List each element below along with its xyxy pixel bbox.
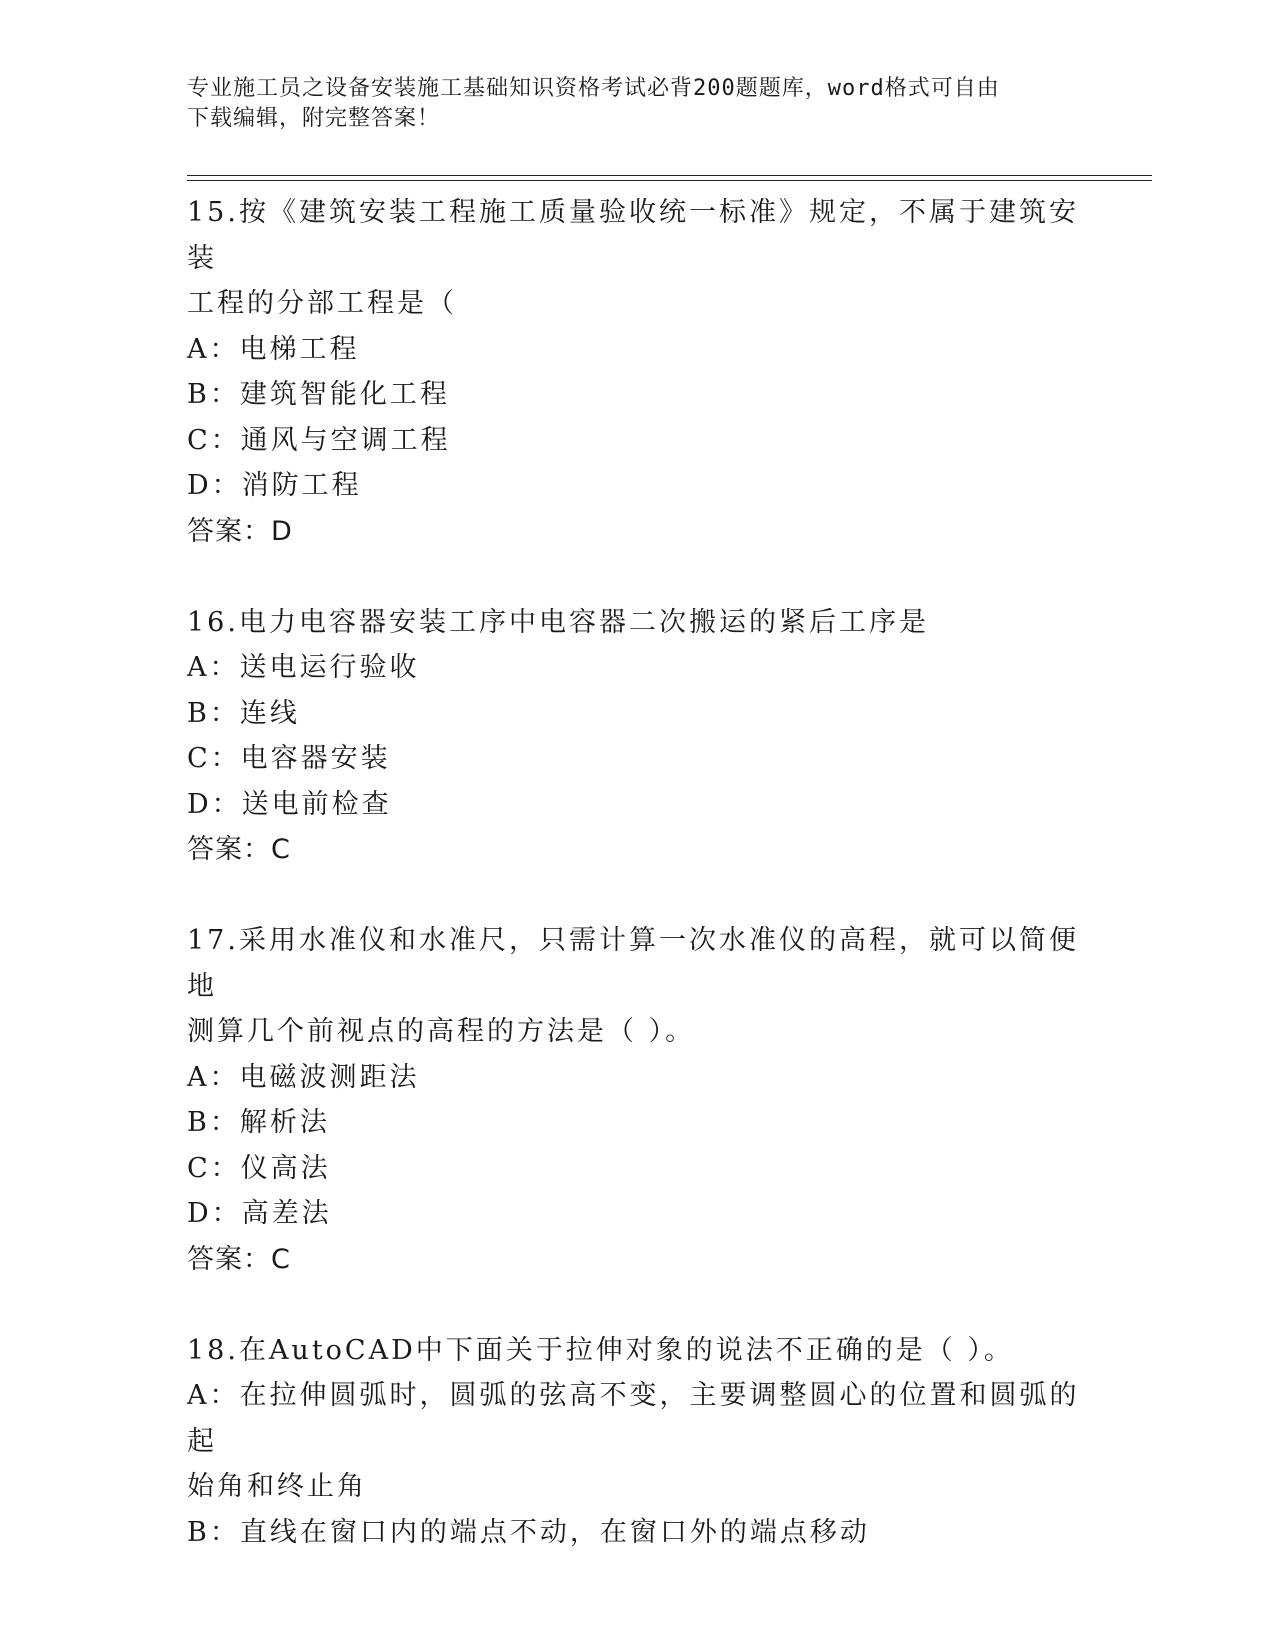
answer-line: 答案：D [187, 515, 293, 547]
option-d: D：消防工程 [187, 470, 362, 501]
question-stem-line: 测算几个前视点的高程的方法是（ ）。 [187, 1016, 696, 1047]
document-header [187, 74, 1067, 134]
option-a: A：电梯工程 [187, 333, 360, 365]
question-item [187, 918, 1087, 1282]
answer-line: 答案：C [187, 1243, 291, 1275]
option-b: B：解析法 [187, 1107, 330, 1138]
option-d: D：送电前检查 [187, 788, 392, 820]
option-c: C：仪高法 [187, 1152, 331, 1184]
answer-line: 答案：C [187, 834, 291, 865]
header-divider-top [187, 175, 1152, 176]
option-a-continuation: 始角和终止角 [187, 1471, 367, 1502]
option-b: B：建筑智能化工程 [187, 379, 450, 410]
question-list [187, 190, 1087, 1601]
option-a: A：电磁波测距法 [187, 1061, 420, 1093]
header-divider-bottom [187, 180, 1152, 181]
question-stem-line: 17.采用水准仪和水准尺，只需计算一次水准仪的高程，就可以简便地 [187, 925, 1079, 1002]
question-stem-line: 15.按《建筑安装工程施工质量验收统一标准》规定，不属于建筑安装 [187, 197, 1079, 274]
option-b: B：直线在窗口内的端点不动，在窗口外的端点移动 [187, 1516, 870, 1548]
option-d: D：高差法 [187, 1198, 332, 1229]
question-item [187, 190, 1087, 554]
option-a: A：送电运行验收 [187, 652, 420, 683]
question-item [187, 600, 1087, 873]
question-stem-line: 工程的分部工程是（ [187, 288, 457, 319]
question-stem-line: 18.在AutoCAD中下面关于拉伸对象的说法不正确的是（ ）。 [187, 1334, 1014, 1366]
option-b: B：连线 [187, 697, 300, 729]
header-line-1: 专业施工员之设备安装施工基础知识资格考试必背200题题库，word格式可自由 [187, 76, 1000, 101]
option-a: A：在拉伸圆弧时，圆弧的弦高不变，主要调整圆心的位置和圆弧的起 [187, 1380, 1080, 1457]
question-item [187, 1328, 1087, 1556]
option-c: C：通风与空调工程 [187, 424, 451, 456]
header-line-2: 下载编辑，附完整答案！ [187, 106, 441, 131]
question-stem-line: 16.电力电容器安装工序中电容器二次搬运的紧后工序是 [187, 606, 929, 638]
option-c: C：电容器安装 [187, 743, 391, 774]
